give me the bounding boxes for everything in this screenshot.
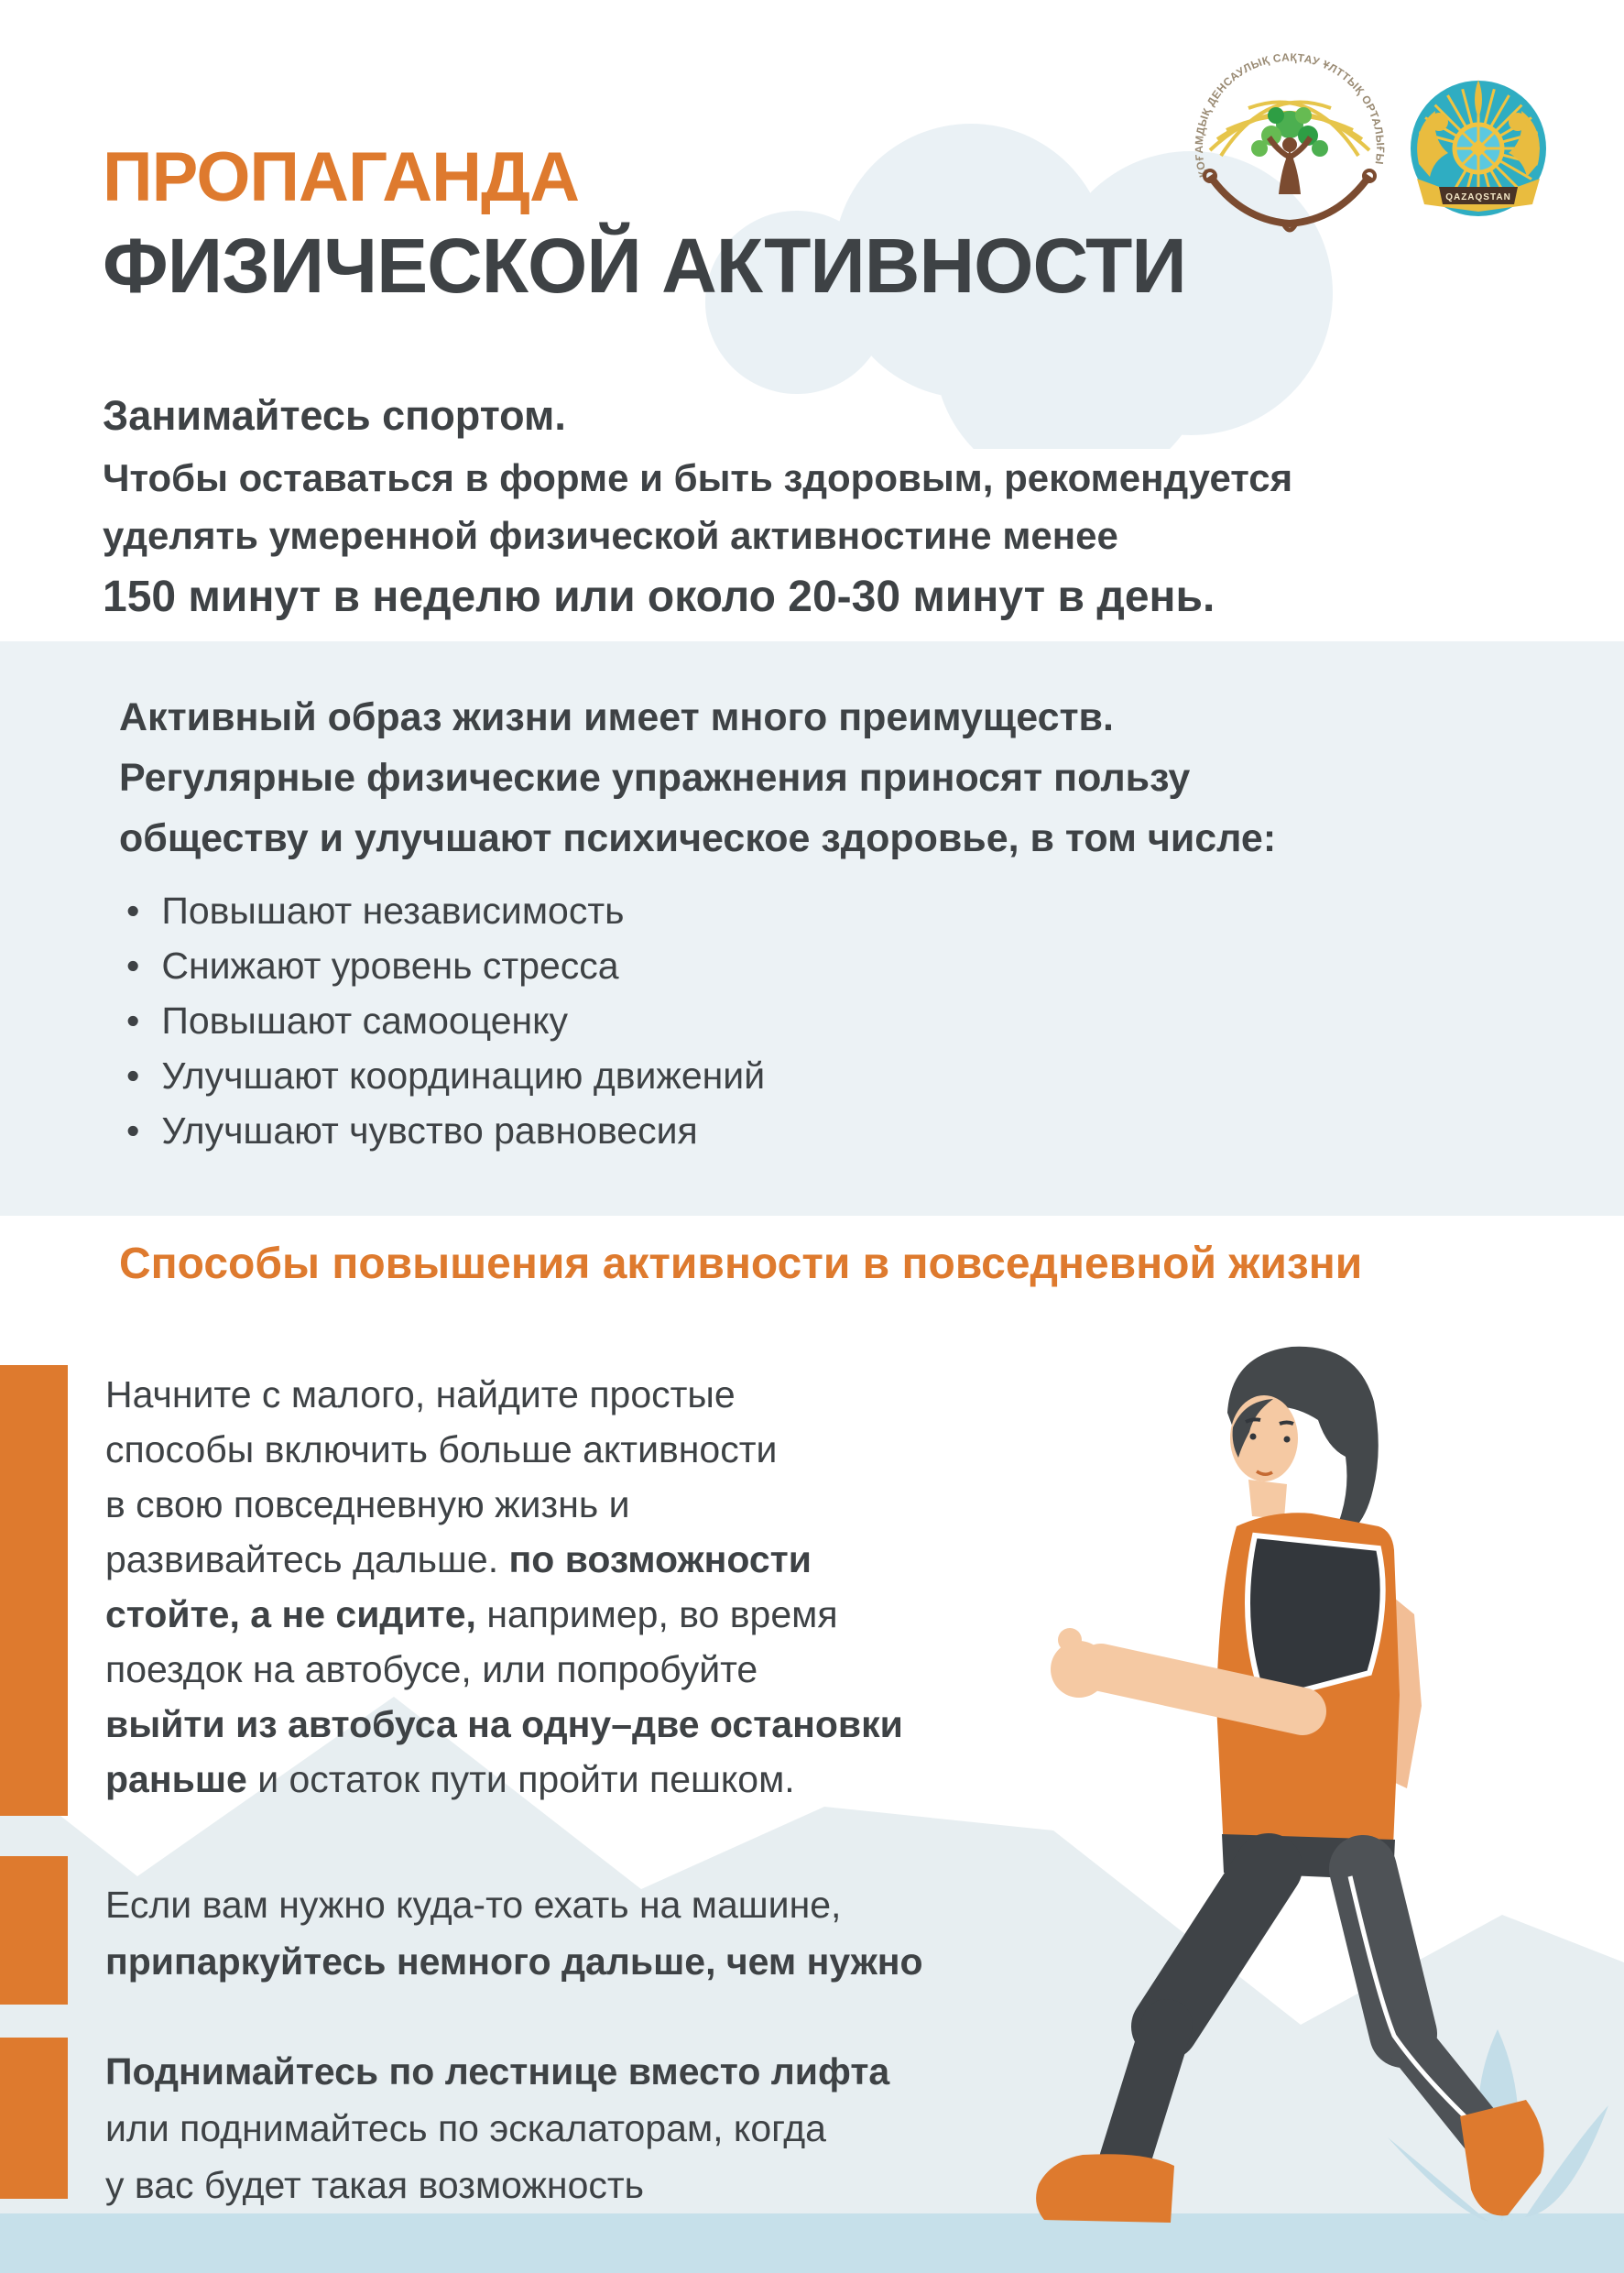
benefits-box <box>0 641 1624 1216</box>
section-heading: Способы повышения активности в повседневной жизни <box>119 1240 1363 1288</box>
man-front-leg <box>1036 1867 1269 2223</box>
tip-line: Начните с малого, найдите простые <box>105 1373 736 1415</box>
tip-text-1 <box>105 1367 903 1807</box>
benefit-bullet: • Улучшают координацию движений <box>119 1048 1276 1103</box>
man-back-shoe <box>1460 2100 1544 2215</box>
tip-text-2 <box>105 1876 923 1990</box>
lead-line: Регулярные физические упражнения приносят пользу <box>119 756 1191 800</box>
tip-text-3 <box>105 2043 889 2213</box>
tip-line: способы включить больше активности <box>105 1428 778 1470</box>
tip-line: Поднимайтесь по лестнице вместо лифта <box>105 2050 890 2093</box>
ncph-arc-text: ҚОҒАМДЫҚ ДЕНСАУЛЫҚ САҚТАУ ҰЛТТЫҚ ОРТАЛЫҒЫ <box>1192 50 1388 180</box>
tip-line: поездок на автобусе, или попробуйте <box>105 1648 758 1690</box>
emblem-shanyrak <box>1455 125 1502 172</box>
intro-stat-line: 150 минут в неделю или около 20-30 минут в день. <box>103 573 1215 621</box>
tip-line: раньше и остаток пути пройти пешком. <box>105 1758 795 1800</box>
benefit-bullet: • Улучшают чувство равновесия <box>119 1103 1276 1158</box>
lead-line: Активный образ жизни имеет много преимуществ. <box>119 695 1114 739</box>
man-front-shoe <box>1036 2154 1174 2223</box>
benefit-bullet: • Повышают самооценку <box>119 993 1276 1048</box>
man-sleeve <box>1248 1535 1383 1700</box>
page-title-line1: ПРОПАГАНДА <box>103 138 580 216</box>
page-title-line2: ФИЗИЧЕСКОЙ АКТИВНОСТИ <box>103 223 1186 309</box>
intro-block <box>103 390 1431 622</box>
tip-line: развивайтесь дальше. по возможности <box>105 1538 812 1580</box>
tip-line: в свою повседневную жизнь и <box>105 1483 630 1525</box>
kazakhstan-emblem <box>1406 76 1551 221</box>
tip-accent-bar-1 <box>0 1365 68 1816</box>
intro-heading: Занимайтесь спортом. <box>103 392 566 439</box>
intro-line: уделять умеренной физической активностине менее <box>103 514 1118 557</box>
benefits-bullet-list <box>119 883 1276 1158</box>
tip-line: у вас будет такая возможность <box>105 2164 645 2206</box>
tip-accent-bar-2 <box>0 1856 68 2005</box>
benefit-bullet: • Повышают независимость <box>119 883 1276 938</box>
man-back-leg <box>1350 1869 1544 2215</box>
man-thumb <box>1058 1628 1082 1652</box>
tip-line: или поднимайтесь по эскалаторам, когда <box>105 2107 826 2149</box>
benefit-bullet: • Снижают уровень стресса <box>119 938 1276 993</box>
intro-line: Чтобы оставаться в форме и быть здоровым, рекомендуется <box>103 456 1293 499</box>
tip-line: стойте, а не сидите, например, во время <box>105 1593 838 1635</box>
benefits-lead-lines <box>119 687 1276 869</box>
lead-line: обществу и улучшают психическое здоровье, в том числе: <box>119 816 1277 860</box>
ncph-trunk <box>1267 136 1313 194</box>
emblem-banner-text: QAZAQSTAN <box>1445 192 1511 202</box>
man-neck <box>1248 1480 1287 1519</box>
tip-line: выйти из автобуса на одну–две остановки <box>105 1703 903 1745</box>
ncph-logo <box>1184 48 1395 245</box>
tip-accent-bar-3 <box>0 2038 68 2199</box>
intro-lines <box>103 449 1431 564</box>
tip-line: Если вам нужно куда-то ехать на машине, <box>105 1884 842 1926</box>
man-fist <box>1051 1641 1107 1698</box>
tip-line: припаркуйтесь немного дальше, чем нужно <box>105 1940 923 1983</box>
man-illustration <box>962 1310 1624 2273</box>
